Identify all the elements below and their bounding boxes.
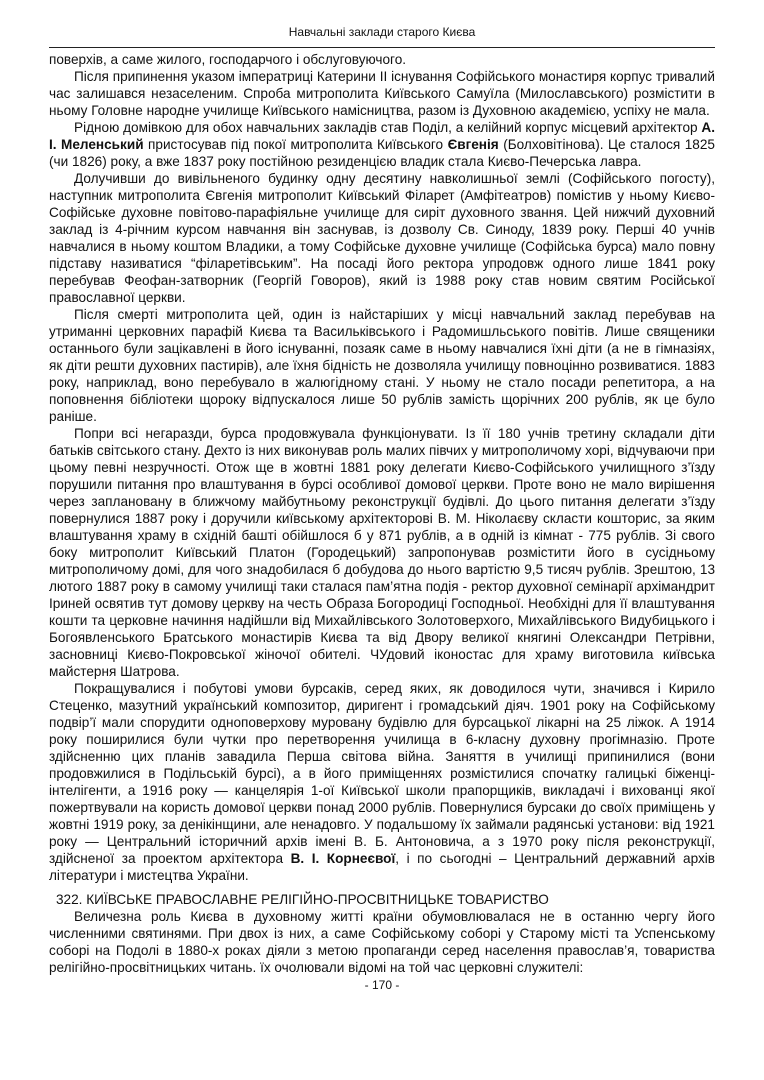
book-page xyxy=(49,24,715,993)
paragraph-podil-home xyxy=(49,119,715,170)
text-run: Рідною домівкою для обох навчальних закладів став Поділ, а келійний корпус місцевий архітектор xyxy=(74,120,702,135)
paragraph-sofia-monastery: Після припинення указом імператриці Катерини II існування Софійського монастиря корпус тривалий час залишався незаселеним. Спроба митрополита Київського Самуїла (Милославського) розмістити в ньому Головне народне училище Київського намісництва, разом із Духовною академією, успіху не мала. xyxy=(49,69,715,118)
text-run: Покращувалися і побутові умови бурсаків, серед яких, як доводилося чути, значився і Кирило Стеценко, мазутний український композитор, диригент і громадський діяч. 1901 року на Софійському подвір’ї мали спорудити одноповерхову муровану будівлю для бурсацької лікарні на 25 ліжок. А 1914 року поширилися були чутки про перетворення училища в 6-класну духовну прогімназію. Проте здійсненню цих планів завадила Перша світова війна. Заняття в училищі припинилися (вони продовжилися в Подільській бурсі), а в його приміщеннях розмістилися спочатку галицькі біженці-інтелігенти, а 1916 року — канцелярія 1-ої Київської школи прапорщиків, викладачі і вихованці якої пожертвували на користь домової церкви понад 2000 рублів. Повернулися бурсаки до своїх приміщень у жовтні 1919 року, за денікінщини, але ненадовго. У подальшому їх займали радянські установи: від 1921 року — Центральний історичний архів імені В. Б. Антоновича, а з 1970 року після реконструкції, здійсненої за проектом архітектора xyxy=(49,681,715,866)
paragraph-continuation: поверхів, а саме жилого, господарчого і обслуговуючого. xyxy=(49,52,407,67)
text-run: пристосував під покої митрополита Київського xyxy=(143,137,448,152)
running-header: Навчальні заклади старого Києва xyxy=(49,24,715,48)
paragraph-living-conditions xyxy=(49,680,715,884)
page-number: - 170 - xyxy=(364,978,400,992)
main-text xyxy=(49,51,715,884)
paragraph-filaret-school: Долучивши до вивільненого будинку одну десятину навколишньої землі (Софійського погосту), наступник митрополита Євгенія митрополит Київський Філарет (Амфітеатров) помістив у ньому Києво-Софійське духовне повітово-парафіяльне училище для сиріт духовного звання. Цей нижчий духовний заклад із 4-річним курсом навчання він заснував, із дозволу Св. Синоду, 1839 року. Перші 40 учнів навчалися в ньому коштом Владики, а тому Софійське духовне училище (Софійська бурса) мало повну підставу називатися “філаретівським”. На посаді його ректора упродовж одного лише 1841 року перебував Феофан-затворник (Георгій Говоров), який із 1988 року став новим святим Російської православної церкви. xyxy=(49,171,715,305)
text-run: (Болховітінова). Це сталося 1825 (чи 1826) року, а вже 1837 року постійною резиденцією владик стала Києво-Печерська лавра. xyxy=(49,137,715,169)
text-run: , і по сьогодні – Центральний державний архів літератури і мистецтва України. xyxy=(49,851,716,883)
paragraph-after-death: Після смерті митрополита цей, один із найстаріших у місці навчальний заклад перебував на утриманні церковних парафій Києва та Васильківського і Радомишльського повітів. Лише священики останнього були зацікавлені в його існуванні, позаяк саме в ньому навчалися їхні діти (а не в гімназіях, як діти решти духовних пастирів), але їхня бідність не дозволяла училищу повноцінно розвиватися. 1883 року, наприклад, воно перебувало в жалюгідному стані. У ньому не стало посади репетитора, а на поповнення бібліотеки щороку відпускалося лише 50 рублів замість щорічних 200 рублів, як це було раніше. xyxy=(49,307,715,424)
paragraph-bursa-church: Попри всі негаразди, бурса продовжувала функціонувати. Із її 180 учнів третину складали діти батьків світського стану. Дехто із них виконував роль малих півчих у митрополичому хорі, відчуваючи при цьому певні незручності. Отож ще в жовтні 1881 року делегати Києво-Софійського училищного з’їзду порушили питання про влаштування в бурсі особливої домової церкви. Проте воно не мало вирішення через заплановану в ближчому майбутньому реконструкції будівлі. До цього питання делегати з’їзду повернулися 1887 року і доручили київському архітекторові В. М. Ніколаєву скласти кошторис, за яким влаштування храму в східній башті обійшлося б у 871 рублів, а в одній із кімнат - 775 рублів. Зі свого боку митрополит Київський Платон (Городецький) запропонував розмістити його в сусідньому митрополичому домі, для чого знадобилася б добудова до нього вартістю 9,5 тисяч рублів. Зрештою, 13 лютого 1887 року в самому училищі таки сталася пам’ятна подія - ректор духовної семінарії архімандрит Іриней освятив тут домову церкву на честь Образа Богородиці Господньої. Необхідні для її влаштування кошти та церковне начиння надійшли від Михайлівського Золотоверхого, Михайлівського Видубицького і Богоявленського Братського монастирів Києва та від Двору великої княгині Олександри Петрівни, засновниці Києво-Покровської жіночої обителі. ЧУдовий іконостас для храму виготовила київська майстерня Шатрова. xyxy=(49,426,715,679)
section-heading: 322. КИЇВСЬКЕ ПРАВОСЛАВНЕ РЕЛІГІЙНО-ПРОСВІТНИЦЬКЕ ТОВАРИСТВО xyxy=(56,892,549,907)
section-text xyxy=(49,908,715,976)
metropolitan-name-yevgeniy: Євгенія xyxy=(447,137,499,152)
architect-name-korneeva: В. І. Корнеєвої xyxy=(290,851,396,866)
paragraph-kyiv-role: Величезна роль Києва в духовному житті країни обумовлювалася не в останню чергу його численними святинями. При двох із них, а саме Софійському соборі у Старому місті та Успенському соборі на Подолі в 1880-х роках діяли з метою пропаганди серед населення православ’я, товариства релігійно-просвітницьких читань. їх очолювали відомі на той час церковні служителі: xyxy=(49,909,715,975)
architect-name-melensky: А. І. Меленський xyxy=(49,120,715,152)
